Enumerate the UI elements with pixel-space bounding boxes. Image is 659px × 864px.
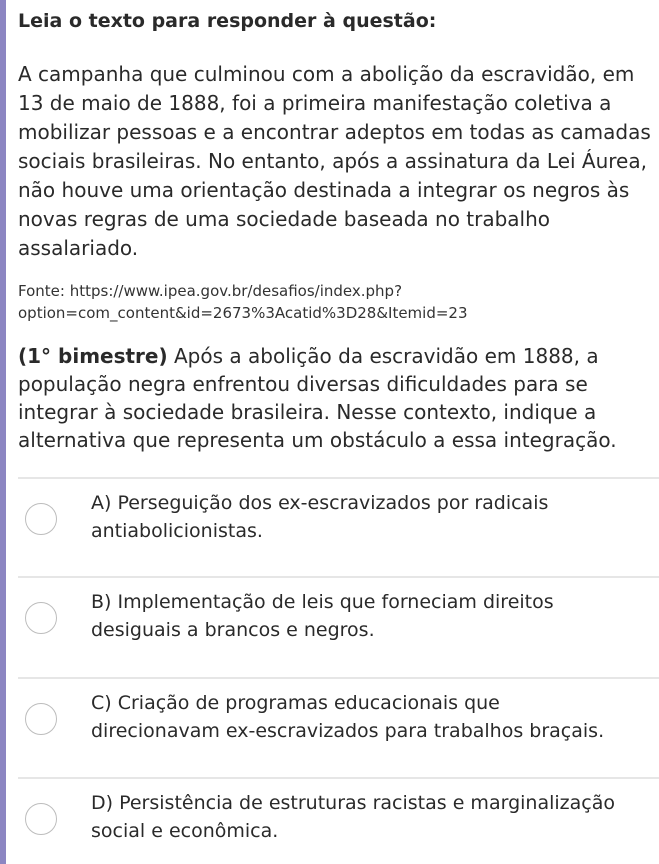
passage-line: assalariado. xyxy=(18,236,139,260)
source-line: Fonte: https://www.ipea.gov.br/desafios/index.php? xyxy=(18,282,403,300)
option-c-line2: direcionavam ex-escravizados para trabalhos braçais. xyxy=(91,720,605,742)
option-a-line2: antiabolicionistas. xyxy=(91,520,263,542)
question-line xyxy=(18,342,617,370)
left-accent-bar xyxy=(0,0,6,864)
option-d-text[interactable] xyxy=(91,789,615,845)
option-b-text[interactable] xyxy=(91,588,554,644)
question-first-line: Após a abolição da escravidão em 1888, a xyxy=(167,344,599,368)
option-b-line2: desiguais a brancos e negros. xyxy=(91,619,375,641)
question-period-label: (1° bimestre) xyxy=(18,344,168,368)
option-d-line1: D) Persistência de estruturas racistas e marginalização xyxy=(91,792,615,814)
passage-line: 13 de maio de 1888, foi a primeira manifestação coletiva a xyxy=(18,91,612,115)
passage-line: A campanha que culminou com a abolição da escravidão, em xyxy=(18,62,635,86)
question-line: população negra enfrentou diversas dificuldades para se xyxy=(18,372,588,396)
passage-line: novas regras de uma sociedade baseada no trabalho xyxy=(18,207,551,231)
question-line: integrar à sociedade brasileira. Nesse contexto, indique a xyxy=(18,400,597,424)
radio-button-c[interactable] xyxy=(25,703,57,735)
passage-line: mobilizar pessoas e a encontrar adeptos em todas as camadas xyxy=(18,120,651,144)
source-citation xyxy=(18,280,468,324)
source-line: option=com_content&id=2673%3Acatid%3D28&Itemid=23 xyxy=(18,304,468,322)
option-a-line1: A) Perseguição dos ex-escravizados por radicais xyxy=(91,492,549,514)
radio-button-a[interactable] xyxy=(25,503,57,535)
option-c-line1: C) Criação de programas educacionais que xyxy=(91,692,500,714)
option-a-text[interactable] xyxy=(91,489,548,545)
question-prompt xyxy=(18,342,617,454)
radio-button-d[interactable] xyxy=(25,803,57,835)
passage-line: não houve uma orientação destinada a integrar os negros às xyxy=(18,178,630,202)
passage-line: sociais brasileiras. No entanto, após a assinatura da Lei Áurea, xyxy=(18,149,647,173)
passage-text xyxy=(18,60,659,263)
option-d-line2: social e econômica. xyxy=(91,820,279,842)
option-c[interactable] xyxy=(18,679,659,777)
option-a[interactable] xyxy=(18,479,659,577)
question-line: alternativa que representa um obstáculo a essa integração. xyxy=(18,428,617,452)
option-d[interactable] xyxy=(18,779,659,864)
radio-button-b[interactable] xyxy=(25,602,57,634)
option-c-text[interactable] xyxy=(91,689,604,745)
option-b-line1: B) Implementação de leis que forneciam direitos xyxy=(91,591,554,613)
option-b[interactable] xyxy=(18,578,659,676)
instruction-heading: Leia o texto para responder à questão: xyxy=(18,10,437,32)
